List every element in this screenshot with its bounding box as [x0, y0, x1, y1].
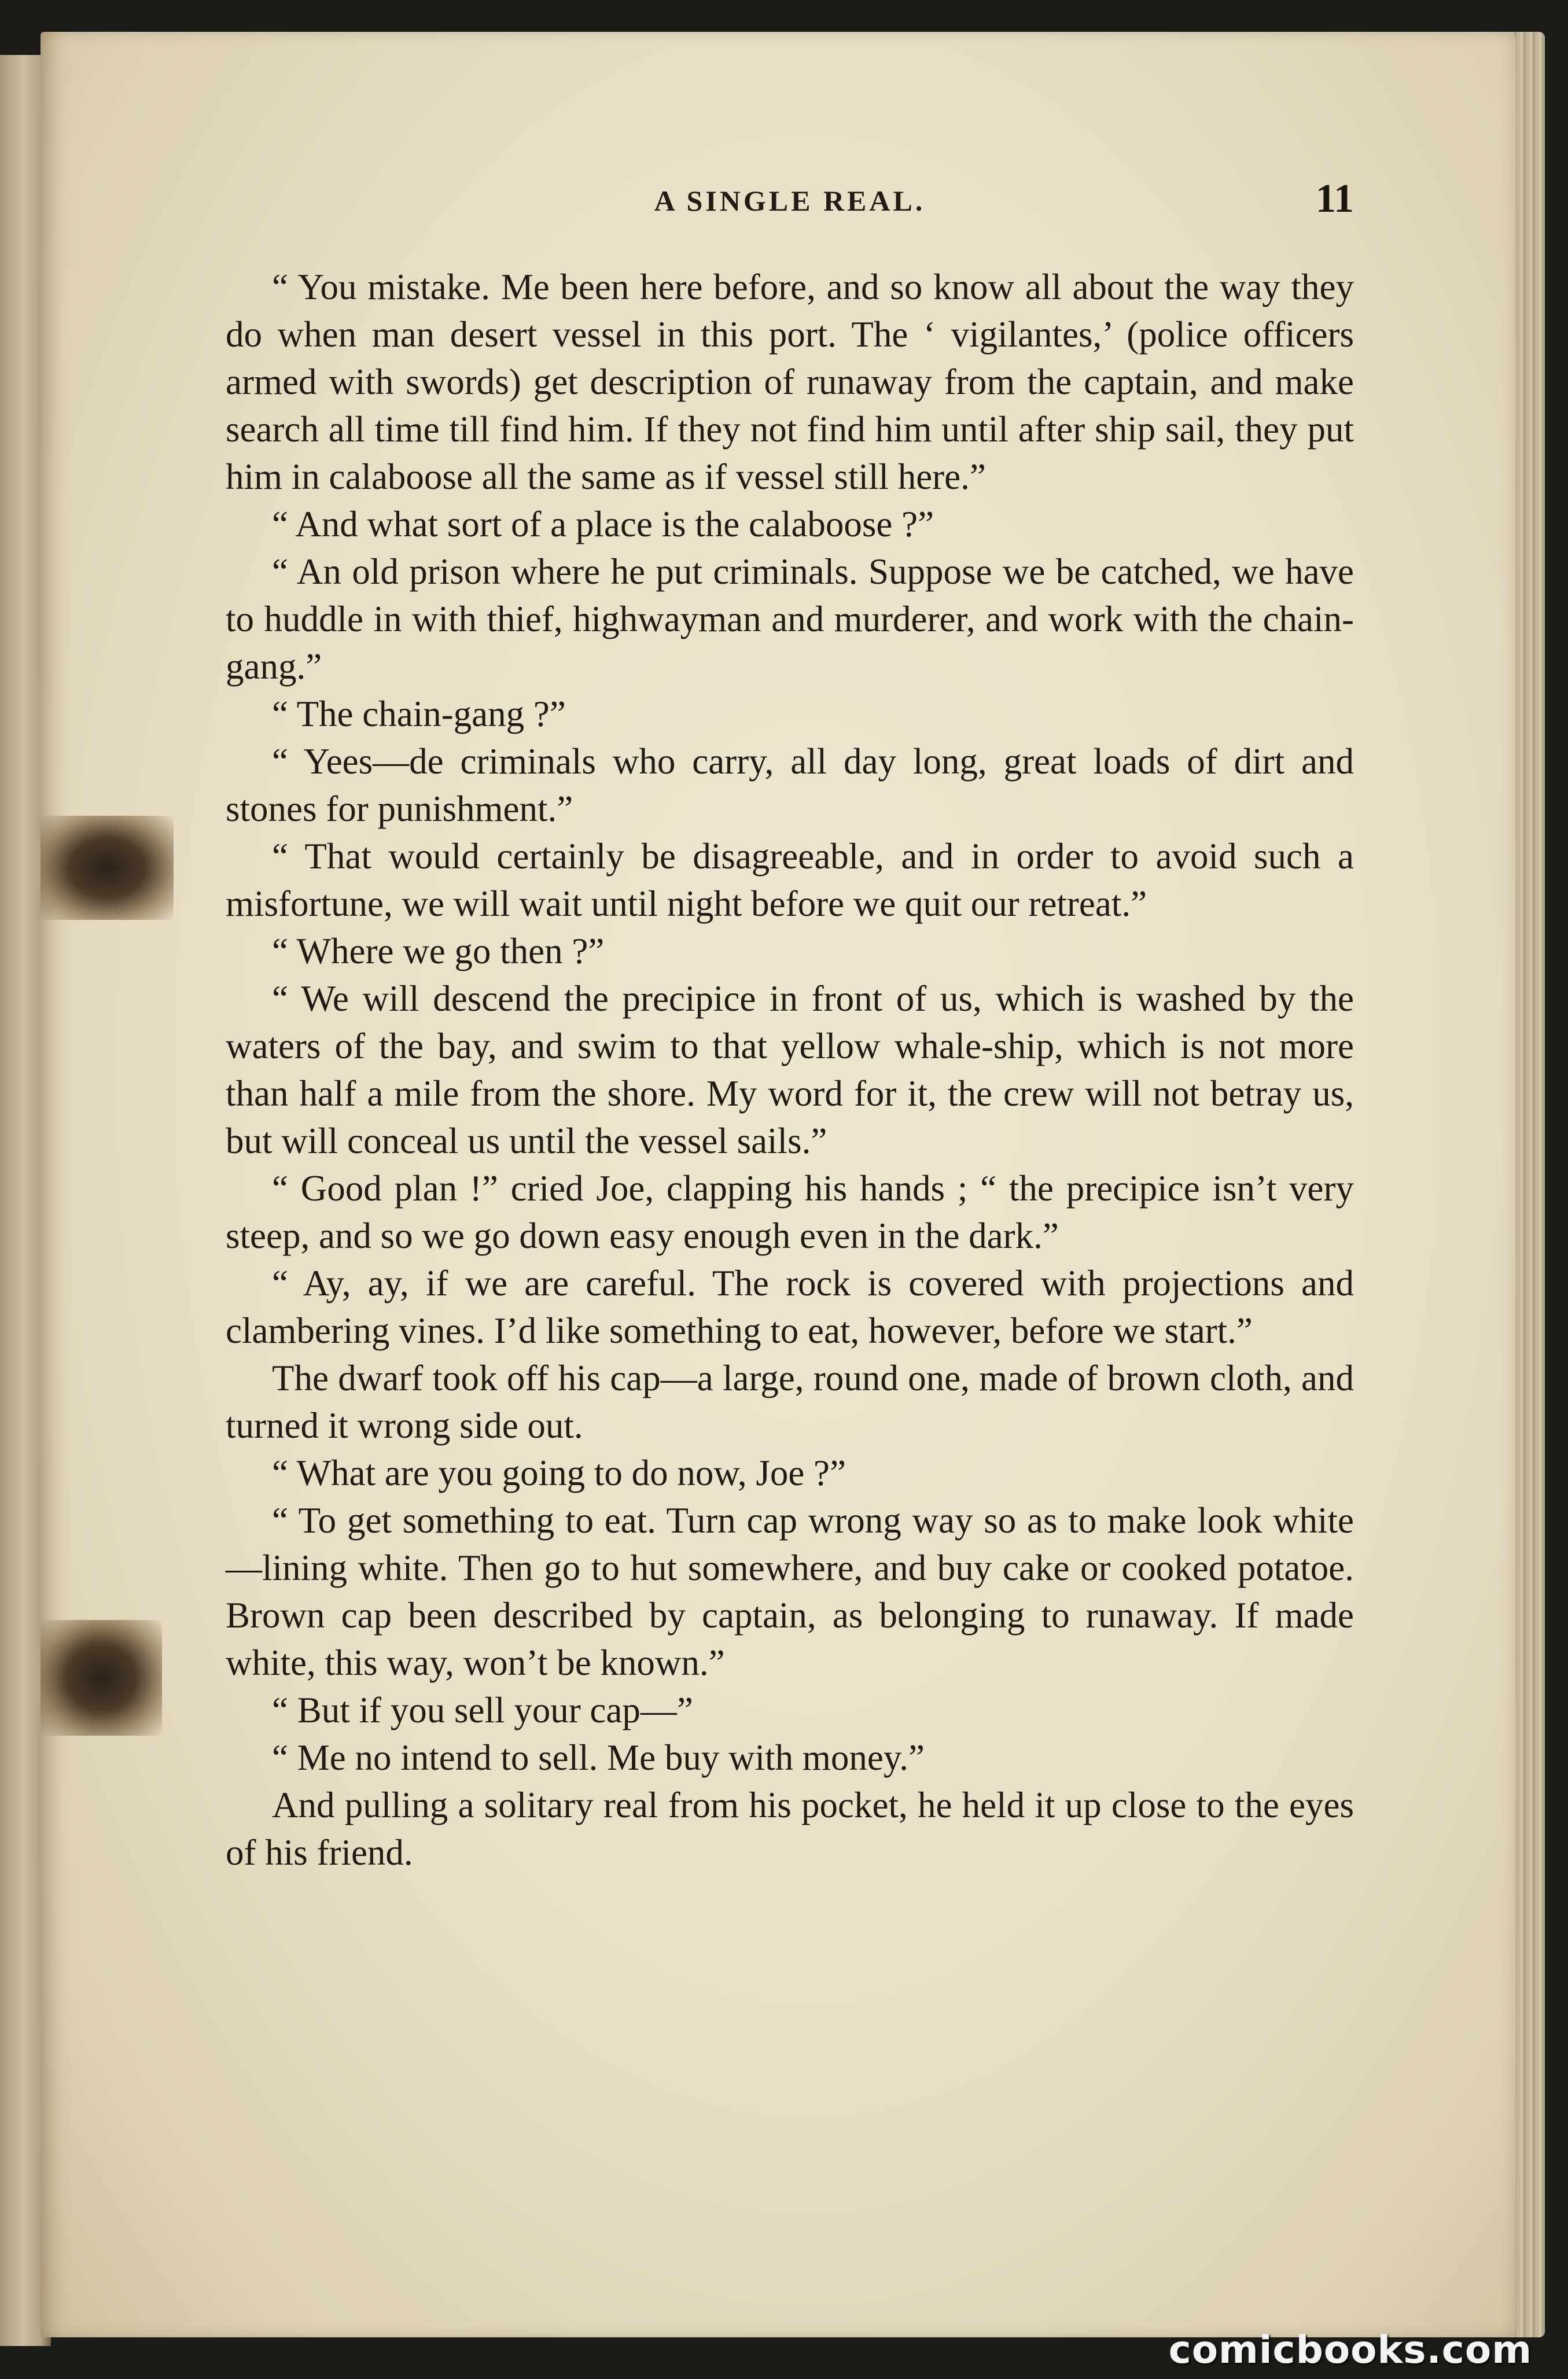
paragraph: And pulling a solitary real from his pocket, he held it up close to the eyes of his friend.	[226, 1785, 1354, 1873]
paragraph: “ Me no intend to sell. Me buy with money.”	[272, 1737, 925, 1778]
paragraph: “ What are you going to do now, Joe ?”	[272, 1453, 846, 1493]
paragraph: “ We will descend the precipice in front of us, which is washed by the waters of the bay, and swim to that yellow whale-ship, which is not more than half a mile from the shore. My word for it, the crew will not betray us, but will conceal us until the vessel sails.”	[226, 978, 1354, 1161]
running-title: A SINGLE REAL.	[654, 185, 926, 217]
page-number: 11	[1315, 176, 1354, 221]
paragraph: “ That would certainly be disagreeable, and in order to avoid such a misfortune, we will wait until night before we quit our retreat.”	[226, 836, 1354, 924]
paragraph: “ To get something to eat. Turn cap wrong way so as to make look white—lining white. Then go to hut somewhere, and buy cake or cooked potatoe. Brown cap been described by captain, as belonging to runaway. If made white, this way, won’t be known.”	[226, 1500, 1354, 1683]
binding-hole-lower	[41, 1620, 162, 1736]
paragraph: “ Where we go then ?”	[272, 931, 605, 971]
paragraph: The dwarf took off his cap—a large, round one, made of brown cloth, and turned it wrong side out.	[226, 1358, 1354, 1446]
binding-hole-upper	[41, 816, 174, 920]
paragraph: “ Yees—de criminals who carry, all day long, great loads of dirt and stones for punishment.”	[226, 741, 1354, 829]
paragraph: “ You mistake. Me been here before, and so know all about the way they do when man desert vessel in this port. The ‘ vigilantes,’ (police officers armed with swords) get description of runaway from the captain, and make search all time till find him. If they not find him until after ship sail, they put him in calaboose all the same as if vessel still here.”	[226, 267, 1354, 497]
paragraph: “ And what sort of a place is the calaboose ?”	[272, 504, 934, 544]
paragraph: “ But if you sell your cap—”	[272, 1690, 693, 1730]
paragraph: “ An old prison where he put criminals. Suppose we be catched, we have to huddle in with thief, highwayman and murderer, and work with the chain-gang.”	[226, 551, 1354, 687]
body-text	[226, 263, 1354, 1876]
page-header	[226, 174, 1354, 226]
paragraph: “ Ay, ay, if we are careful. The rock is covered with projections and clambering vines. I’d like something to eat, however, before we start.”	[226, 1263, 1354, 1351]
watermark: comicbooks.com	[1168, 2328, 1532, 2372]
paragraph: “ Good plan !” cried Joe, clapping his hands ; “ the precipice isn’t very steep, and so we go down easy enough even in the dark.”	[226, 1168, 1354, 1256]
paragraph: “ The chain-gang ?”	[272, 694, 566, 734]
